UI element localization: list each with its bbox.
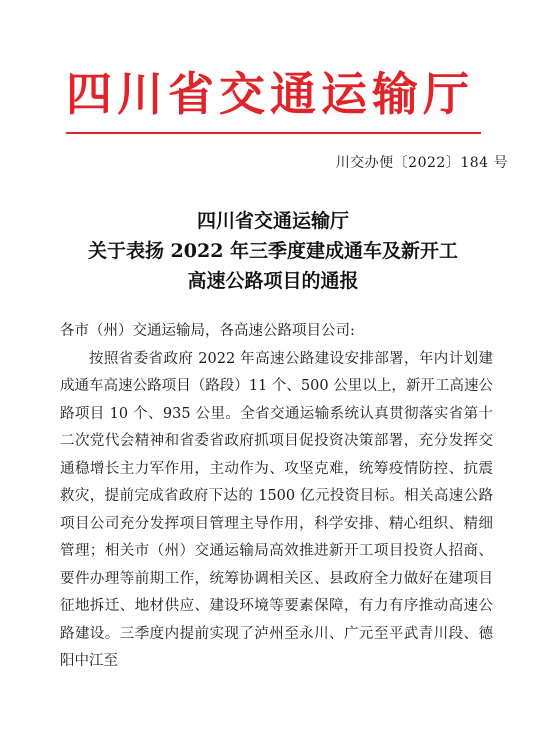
document-number: 川交办便〔2022〕184 号: [335, 155, 508, 171]
title-line-3: 高速公路项目的通报: [187, 270, 359, 292]
salutation: 各市（州）交通运输局，各高速公路项目公司:: [60, 323, 355, 339]
letterhead-divider: [66, 132, 481, 134]
letterhead-title: 四川省交通运输厅: [66, 67, 474, 121]
document-body: [60, 318, 493, 676]
title-line-2: 关于表扬 2022 年三季度建成通车及新开工: [87, 240, 459, 262]
title-line-1: 四川省交通运输厅: [196, 210, 349, 232]
document-title: [0, 206, 546, 296]
body-paragraph: 按照省委省政府 2022 年高速公路建设安排部署，年内计划建成通车高速公路项目（路段）11 个、500 公里以上，新开工高速公路项目 10 个、935 公里。全省交通运输系统认真贯彻落实省第十二次党代会精神和省委省政府抓项目促投资决策部署，充分发挥交通稳增长主力军作用，主动作为、攻坚克难，统筹疫情防控、抗震救灾，提前完成省政府下达的 1500 亿元投资目标。相关高速公路项目公司充分发挥项目管理主导作用，科学安排、精心组织、精细管理；相关市（州）交通运输局高效推进新开工项目投资人招商、要件办理等前期工作，统筹协调相关区、县政府全力做好在建项目征地拆迁、地材供应、建设环境等要素保障，有力有序推动高速公路建设。三季度内提前实现了泸州至永川、广元至平武青川段、德阳中江至: [60, 350, 493, 669]
